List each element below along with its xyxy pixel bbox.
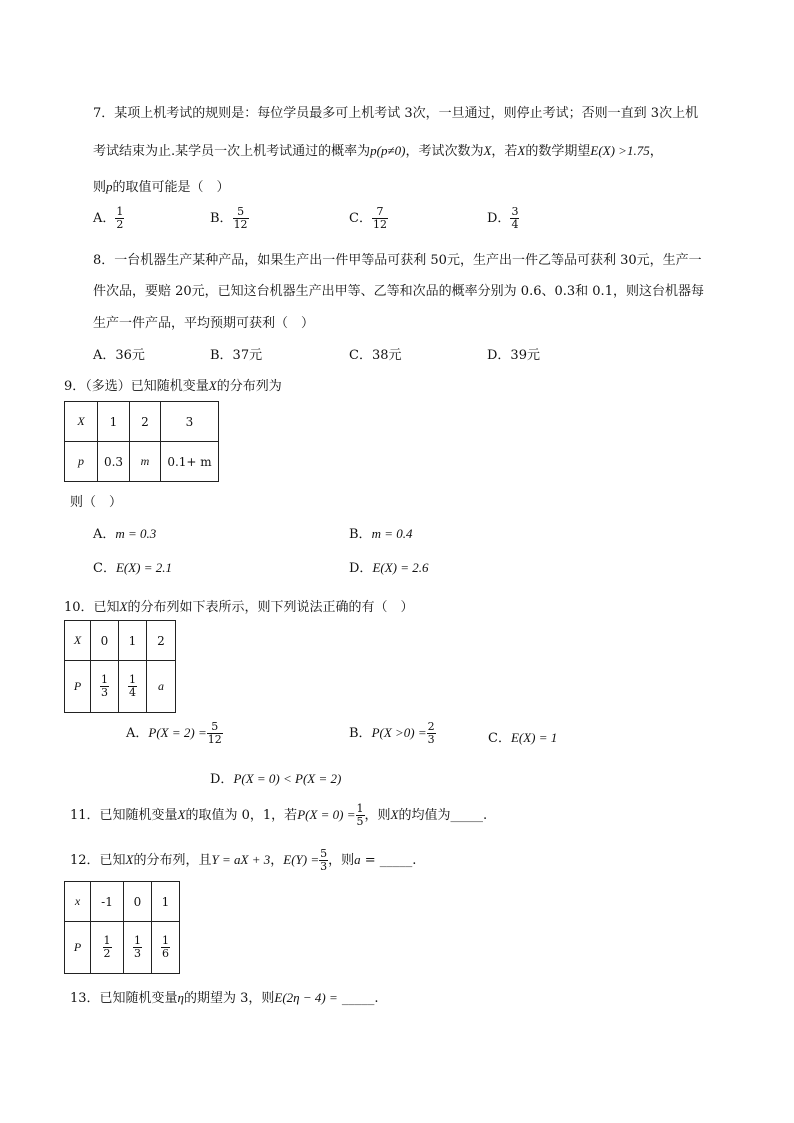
q12-stem: 12．已知X的分布列，且Y = aX + 3，E(Y) = $\frac{5}{3}$ ，则a = _____. bbox=[70, 847, 417, 873]
q9-distribution-table bbox=[64, 401, 219, 482]
table-cell: X bbox=[65, 402, 98, 442]
q8-option-c: C．38元 bbox=[349, 348, 402, 363]
table-cell: 2 bbox=[130, 402, 161, 442]
table-row bbox=[65, 442, 219, 482]
table-cell: 3 bbox=[161, 402, 219, 442]
table-cell: 0 bbox=[124, 882, 152, 922]
fraction: $\frac{5}{3}$ bbox=[320, 847, 328, 873]
table-cell: m bbox=[130, 442, 161, 482]
table-row bbox=[65, 922, 180, 974]
q10-option-d: D．P(X = 0) < P(X = 2) bbox=[210, 771, 342, 787]
q10-option-c: C．E(X) = 1 bbox=[488, 730, 558, 746]
fraction: $\frac{1}{3}$ bbox=[134, 934, 141, 960]
table-cell: P bbox=[65, 661, 91, 713]
table-cell: p bbox=[65, 442, 98, 482]
q8-option-d: D．39元 bbox=[487, 348, 540, 363]
q7-line2: 考试结束为止.某学员一次上机考试通过的概率为p(p≠0)，考试次数为X，若X的数学期望E(X) >1.75， bbox=[93, 143, 663, 159]
q9-option-d: D．E(X) = 2.6 bbox=[349, 560, 429, 576]
q9-option-c: C．E(X) = 2.1 bbox=[93, 560, 173, 576]
q9-stem: 9．（多选）已知随机变量X的分布列为 bbox=[64, 378, 282, 394]
fraction: $\frac{2}{3}$ bbox=[427, 720, 435, 746]
q9-option-b: B．m = 0.4 bbox=[349, 526, 413, 542]
fraction: $\frac{7}{12}$ bbox=[372, 205, 387, 231]
table-cell: 0.1+ m bbox=[161, 442, 219, 482]
q7-line3: 则p的取值可能是（ ） bbox=[93, 179, 230, 195]
q9-option-a: A．m = 0.3 bbox=[93, 526, 157, 542]
table-cell bbox=[124, 922, 152, 974]
q7-option-b: B． $\frac{5}{12}$ bbox=[210, 205, 248, 231]
q7-option-a: A． $\frac{1}{2}$ bbox=[93, 205, 124, 231]
table-row bbox=[65, 402, 219, 442]
q11-stem: 11．已知随机变量X的取值为 0，1，若P(X = 0) = $\frac{1}{5}$ ，则X的均值为_____. bbox=[70, 802, 488, 828]
fraction: $\frac{1}{6}$ bbox=[162, 934, 169, 960]
fraction: $\frac{1}{2}$ bbox=[103, 934, 111, 960]
table-cell bbox=[119, 661, 147, 713]
table-row bbox=[65, 621, 176, 661]
q8-line1: 8．一台机器生产某种产品，如果生产出一件甲等品可获利 50元，生产出一件乙等品可获利 30元，生产一 bbox=[93, 253, 702, 268]
q10-distribution-table bbox=[64, 620, 176, 713]
table-cell: 0.3 bbox=[98, 442, 130, 482]
q7-option-c: C． $\frac{7}{12}$ bbox=[349, 205, 387, 231]
fraction: $\frac{1}{3}$ bbox=[101, 673, 108, 699]
table-cell: P bbox=[65, 922, 91, 974]
fraction: $\frac{1}{4}$ bbox=[129, 673, 136, 699]
fraction: $\frac{5}{12}$ bbox=[233, 205, 248, 231]
q7-option-d: D． $\frac{3}{4}$ bbox=[487, 205, 519, 231]
table-cell: a bbox=[147, 661, 176, 713]
table-cell: X bbox=[65, 621, 91, 661]
table-cell: 0 bbox=[91, 621, 119, 661]
q9-then: 则（ ） bbox=[70, 495, 123, 510]
fraction: $\frac{1}{5}$ bbox=[356, 802, 364, 828]
table-cell bbox=[152, 922, 180, 974]
q10-stem: 10．已知X的分布列如下表所示，则下列说法正确的有（ ） bbox=[64, 599, 414, 615]
table-cell bbox=[91, 661, 119, 713]
table-row bbox=[65, 661, 176, 713]
fraction: $\frac{5}{12}$ bbox=[207, 720, 222, 746]
q10-option-a: A．P(X = 2) = $\frac{5}{12}$ bbox=[126, 720, 222, 746]
q8-option-a: A．36元 bbox=[93, 348, 145, 363]
q8-line2: 件次品，要赔 20元，已知这台机器生产出甲等、乙等和次品的概率分别为 0.6、0.3和 0.1，则这台机器每 bbox=[93, 284, 704, 299]
q7-line1: 7．某项上机考试的规则是：每位学员最多可上机考试 3次，一旦通过，则停止考试；否则一直到 3次上机 bbox=[93, 106, 699, 121]
fraction: $\frac{1}{2}$ bbox=[116, 205, 124, 231]
table-cell: 1 bbox=[152, 882, 180, 922]
q13-stem: 13．已知随机变量η的期望为 3，则E(2η − 4) = _____. bbox=[70, 990, 379, 1006]
q12-distribution-table bbox=[64, 881, 180, 974]
table-cell: -1 bbox=[91, 882, 124, 922]
q10-option-b: B．P(X >0) = $\frac{2}{3}$ bbox=[349, 720, 435, 746]
table-row bbox=[65, 882, 180, 922]
table-cell: x bbox=[65, 882, 91, 922]
q8-line3: 生产一件产品，平均预期可获利（ ） bbox=[93, 316, 315, 331]
fraction: $\frac{3}{4}$ bbox=[511, 205, 519, 231]
table-cell: 1 bbox=[98, 402, 130, 442]
table-cell: 2 bbox=[147, 621, 176, 661]
table-cell bbox=[91, 922, 124, 974]
table-cell: 1 bbox=[119, 621, 147, 661]
q8-option-b: B．37元 bbox=[210, 348, 263, 363]
